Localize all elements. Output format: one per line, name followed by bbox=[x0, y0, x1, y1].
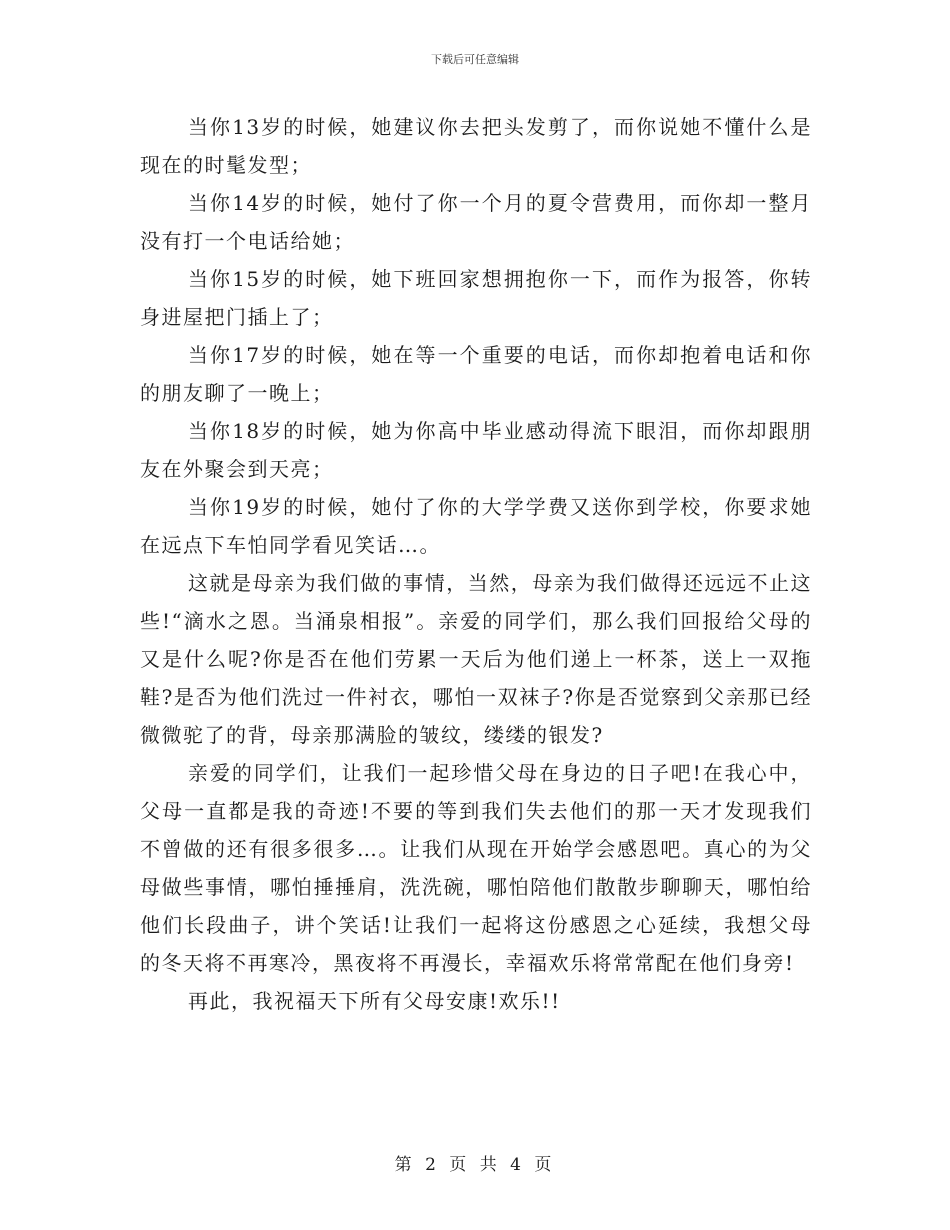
paragraph: 当你13岁的时候，她建议你去把头发剪了，而你说她不懂什么是现在的时髦发型； bbox=[140, 115, 812, 177]
paragraph: 当你17岁的时候，她在等一个重要的电话，而你却抱着电话和你的朋友聊了一晚上； bbox=[140, 343, 812, 405]
paragraph: 当你18岁的时候，她为你高中毕业感动得流下眼泪，而你却跟朋友在外聚会到天亮； bbox=[140, 419, 812, 481]
page-header: 下载后可任意编辑 bbox=[431, 53, 519, 66]
paragraph: 当你14岁的时候，她付了你一个月的夏令营费用，而你却一整月没有打一个电话给她； bbox=[140, 191, 812, 253]
paragraph: 当你15岁的时候，她下班回家想拥抱你一下，而作为报答，你转身进屋把门插上了； bbox=[140, 267, 812, 329]
paragraph: 亲爱的同学们，让我们一起珍惜父母在身边的日子吧!在我心中，父母一直都是我的奇迹!不要的等到我们失去他们的那一天才发现我们不曾做的还有很多很多…。让我们从现在开始学会感恩吧。真心的为父母做些事情，哪怕捶捶肩，洗洗碗，哪怕陪他们散散步聊聊天，哪怕给他们长段曲子，讲个笑话!让我们一起将这份感恩之心延续，我想父母的冬天将不再寒冷，黑夜将不再漫长，幸福欢乐将常常配在他们身旁! bbox=[140, 761, 812, 975]
page-number: 第 2 页 共 4 页 bbox=[394, 1155, 556, 1175]
document-body bbox=[140, 108, 812, 1020]
paragraph: 再此，我祝福天下所有父母安康!欢乐!! bbox=[188, 989, 561, 1013]
paragraph: 当你19岁的时候，她付了你的大学学费又送你到学校，你要求她在远点下车怕同学看见笑话…。 bbox=[140, 495, 812, 557]
paragraph: 这就是母亲为我们做的事情，当然，母亲为我们做得还远远不止这些!“滴水之恩。当涌泉相报”。亲爱的同学们，那么我们回报给父母的又是什么呢?你是否在他们劳累一天后为他们递上一杯茶，送上一双拖鞋?是否为他们洗过一件衬衣，哪怕一双袜子?你是否觉察到父亲那已经微微驼了的背，母亲那满脸的皱纹，缕缕的银发? bbox=[140, 571, 812, 747]
